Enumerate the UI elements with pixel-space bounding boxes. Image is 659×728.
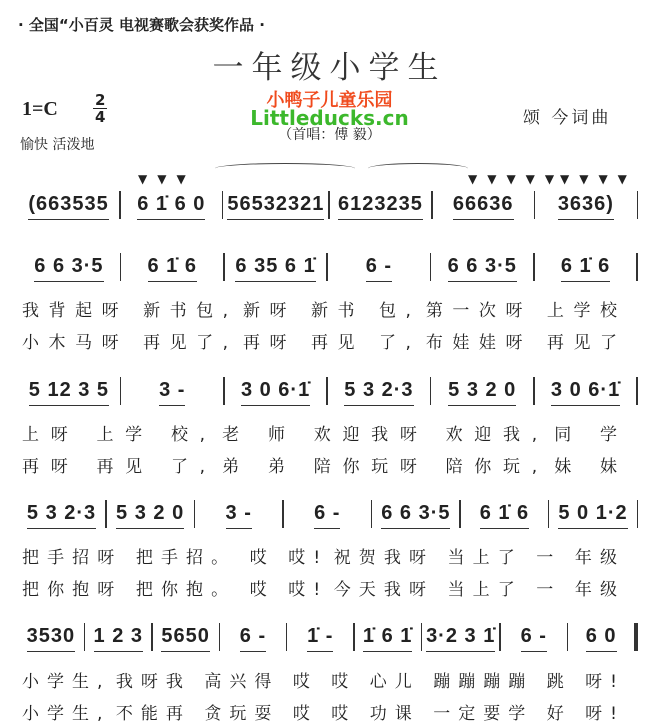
measure [372, 502, 459, 529]
lyric-text: 把手招呀 把手招。 哎 哎! 祝贺我呀 当上了 一 年级 [22, 548, 617, 568]
watermark-cn: 小鸭子儿童乐园 [266, 90, 393, 111]
measure [284, 502, 371, 529]
tempo-marking: 愉快 活泼地 [20, 137, 95, 153]
measure [18, 502, 105, 529]
accent-marks: ▼▼▼▼ [560, 172, 637, 186]
lyric-line-verse-1 [22, 543, 617, 568]
key-signature: 1=C [22, 98, 58, 120]
measure [121, 193, 222, 220]
measure-notes: 5 0 1·2 [558, 502, 627, 529]
measure-notes: 5 3 2 0 [116, 502, 184, 529]
measure-notes: 3 - [159, 379, 185, 406]
measure [431, 255, 533, 282]
measure-notes: 6 - [366, 255, 392, 282]
measure [501, 625, 567, 652]
lyric-text: 小学生, 不能再 贪玩耍 哎 哎 功课 一定要学 好 呀! [22, 704, 617, 724]
lyric-text: 上呀 上学 校, 老 师 欢迎我呀 欢迎我, 同 学 [22, 425, 617, 445]
measure [18, 255, 120, 282]
watermark-en: Littleducks.cn [250, 106, 409, 130]
measure [153, 625, 219, 652]
composer-credit: 颂 今词曲 [523, 108, 612, 128]
measure [330, 193, 431, 220]
measure-notes: 1̇ 6 1̇ [363, 625, 412, 652]
measure-notes: 6 1̇ 6 0 [137, 193, 205, 220]
lyric-line-verse-2 [22, 575, 617, 600]
measure-notes: (663535 [28, 193, 108, 220]
barline [636, 377, 638, 405]
measure [107, 502, 194, 529]
lyric-line-verse-2 [22, 699, 617, 724]
measure [433, 193, 534, 220]
measure-notes: 5 12 3 5 [29, 379, 109, 406]
measure [85, 625, 151, 652]
lyric-line-verse-1 [22, 667, 617, 692]
measure [328, 379, 430, 406]
notation-line [18, 499, 638, 529]
time-sig-top: 2 [95, 91, 106, 109]
award-caption: · 全国“小百灵 电视赛歌会获奖作品 · [18, 16, 265, 34]
notation-line [18, 376, 638, 406]
measure [535, 193, 636, 220]
measure-notes: 6 35 6 1̇ [235, 255, 315, 282]
measure-notes: 5650 [161, 625, 210, 652]
measure-notes: 6 - [314, 502, 340, 529]
measure [225, 255, 327, 282]
accent-marks: ▼▼▼ [138, 172, 196, 186]
measure-notes: 3636) [558, 193, 614, 220]
lyric-text: 再呀 再见 了, 弟 弟 陪你玩呀 陪你玩, 妹 妹 [22, 457, 617, 477]
measure-notes: 66636 [453, 193, 514, 220]
measure [18, 193, 119, 220]
measure-notes: 6123235 [338, 193, 423, 220]
lyric-text: 小学生, 我呀我 高兴得 哎 哎 心儿 蹦蹦蹦蹦 跳 呀! [22, 672, 617, 692]
slur-mark [215, 163, 355, 174]
measure-notes: 6 1̇ 6 [480, 502, 529, 529]
measure [535, 255, 637, 282]
lyric-line-verse-1 [22, 296, 617, 321]
measure-notes: 56532321 [227, 193, 324, 220]
measure-notes: 6 6 3·5 [381, 502, 450, 529]
lyric-text: 我背起呀 新书包, 新呀 新书 包, 第一次呀 上学校 [22, 301, 617, 321]
measure-notes: 6 6 3·5 [34, 255, 103, 282]
slur-mark [368, 163, 468, 174]
lyric-line-verse-2 [22, 452, 617, 477]
measure-notes: 3530 [27, 625, 76, 652]
measure [121, 255, 223, 282]
lyric-text: 小木马呀 再见了, 再呀 再见 了, 布娃娃呀 再见了 [22, 333, 617, 353]
measure [568, 625, 634, 652]
measure [220, 625, 286, 652]
measure-notes: 6 0 [586, 625, 617, 652]
measure [328, 255, 430, 282]
measure [18, 379, 120, 406]
barline [634, 623, 638, 651]
measure-notes: 6 1̇ 6 [561, 255, 610, 282]
measure [195, 502, 282, 529]
measure [223, 193, 328, 220]
measure-notes: 6 - [521, 625, 547, 652]
notation-line [18, 622, 638, 652]
measure-notes: 6 - [240, 625, 266, 652]
measure [355, 625, 421, 652]
lyric-text: 把你抱呀 把你抱。 哎 哎! 今天我呀 当上了 一 年级 [22, 580, 617, 600]
notation-line [18, 252, 638, 282]
lyric-line-verse-2 [22, 328, 617, 353]
accent-marks: ▼▼▼▼▼ [468, 172, 565, 186]
song-title: 一年级小学生 [212, 50, 447, 86]
measure-notes: 5 3 2·3 [344, 379, 413, 406]
measure [287, 625, 353, 652]
time-sig-bottom: 4 [95, 108, 106, 126]
measure-notes: 6 6 3·5 [448, 255, 517, 282]
barline [637, 191, 639, 219]
measure-notes: 3 - [226, 502, 252, 529]
measure [461, 502, 548, 529]
measure-notes: 3 0 6·1̇ [241, 379, 310, 406]
measure-notes: 1 2 3 [94, 625, 143, 652]
measure-notes: 1̇ - [307, 625, 333, 652]
measure [18, 625, 84, 652]
measure-notes: 6 1̇ 6 [148, 255, 197, 282]
barline [636, 253, 638, 281]
measure [225, 379, 327, 406]
measure [121, 379, 223, 406]
measure [535, 379, 637, 406]
measure-notes: 3 0 6·1̇ [551, 379, 620, 406]
measure-notes: 5 3 2·3 [27, 502, 96, 529]
measure [431, 379, 533, 406]
measure-notes: 5 3 2 0 [448, 379, 516, 406]
lyric-line-verse-1 [22, 420, 617, 445]
barline [637, 500, 639, 528]
measure-notes: 3·2 3 1̇ [426, 625, 495, 652]
notation-line [18, 190, 638, 220]
singer-credit: （首唱：傅 毅） [278, 127, 381, 143]
measure [422, 625, 499, 652]
measure [549, 502, 636, 529]
